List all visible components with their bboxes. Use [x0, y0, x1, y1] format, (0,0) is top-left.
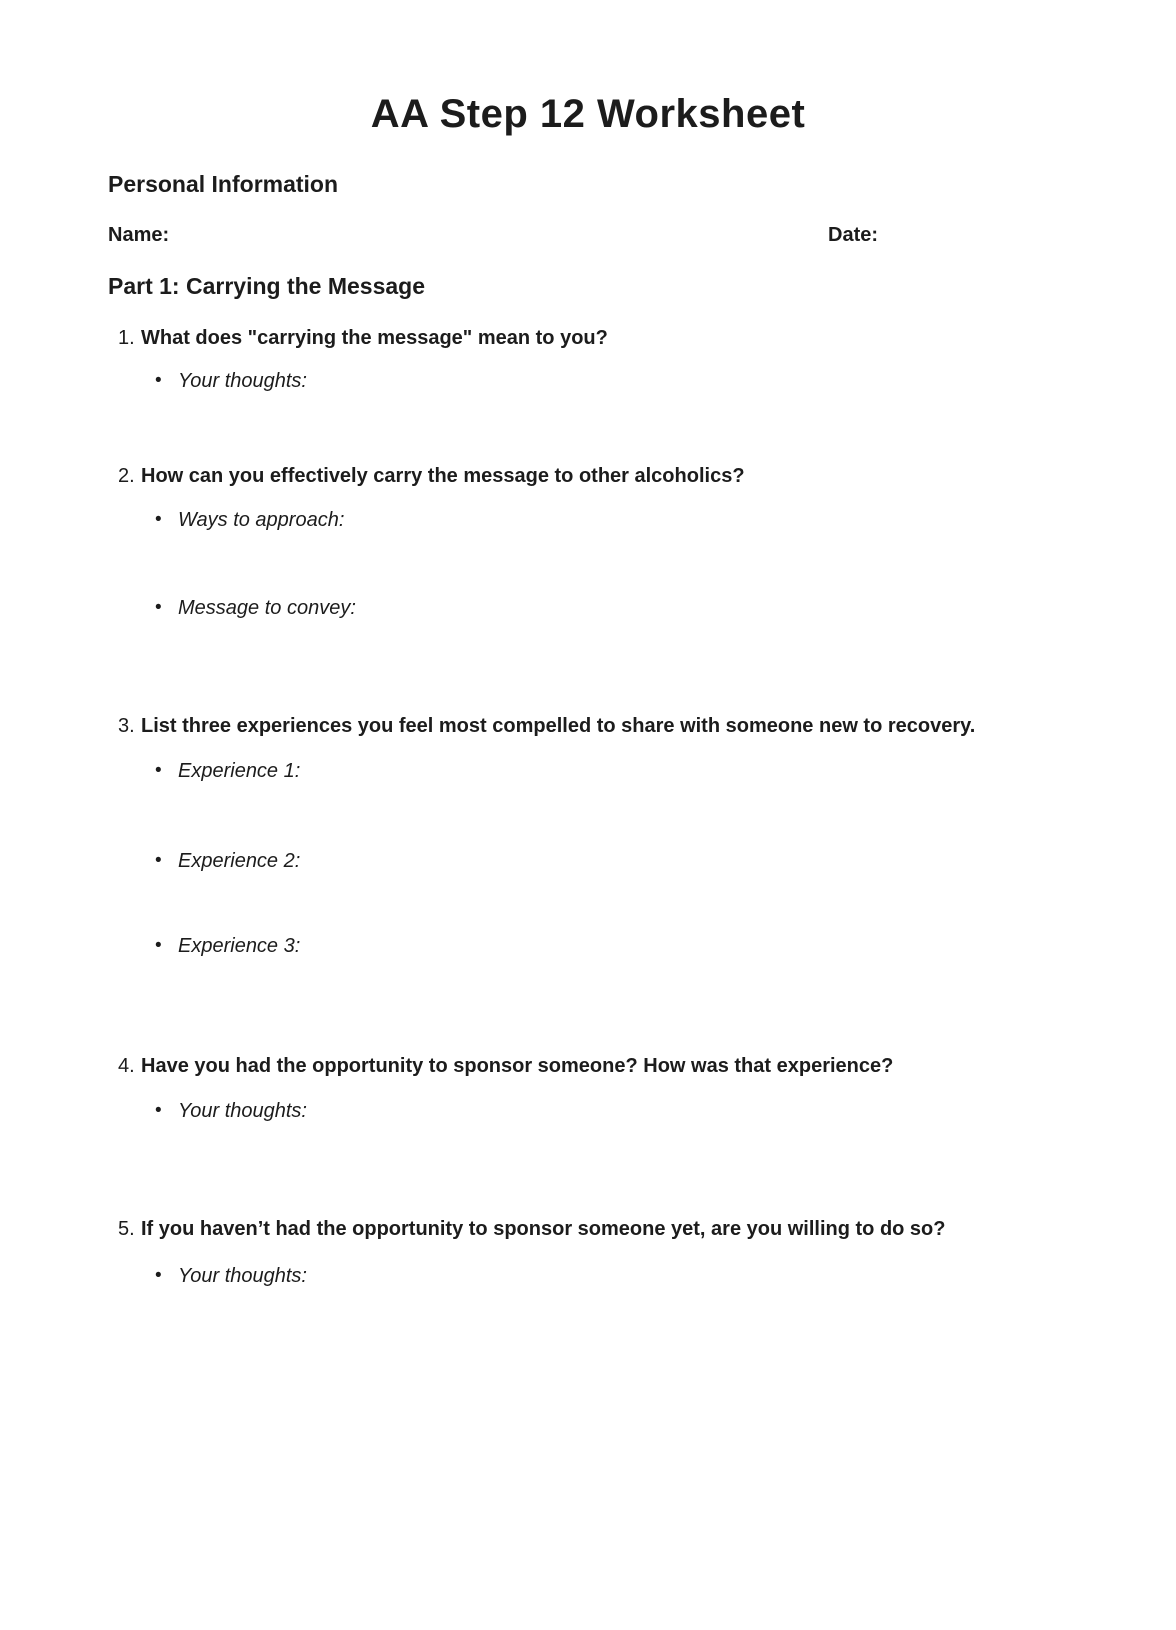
bullet-marker: •: [155, 509, 162, 530]
question-5-text: If you haven’t had the opportunity to sponsor someone yet, are you willing to do so?: [141, 1218, 946, 1240]
question-3-bullet-2: [108, 848, 1068, 874]
question-3-bullet-3: [108, 933, 1068, 959]
bullet-marker: •: [155, 850, 162, 871]
question-2-bullet-1-label: Ways to approach:: [178, 509, 345, 531]
question-5-bullet-1: [108, 1263, 1068, 1289]
question-1-number: 1.: [118, 327, 135, 349]
question-1-bullet-1: [108, 368, 1068, 394]
name-label: Name:: [108, 224, 170, 246]
question-3-bullet-1: [108, 758, 1068, 784]
question-2-bullet-1: [108, 507, 1068, 533]
question-2-number: 2.: [118, 465, 135, 487]
question-3-bullet-3-label: Experience 3:: [178, 935, 301, 957]
question-1-text: What does "carrying the message" mean to you?: [141, 327, 608, 349]
bullet-marker: •: [155, 1100, 162, 1121]
bullet-marker: •: [155, 1265, 162, 1286]
question-4-number: 4.: [118, 1055, 135, 1077]
page-title: AA Step 12 Worksheet: [370, 92, 806, 136]
personal-information-heading: Personal Information: [108, 171, 339, 197]
question-3-bullet-1-label: Experience 1:: [178, 760, 301, 782]
bullet-marker: •: [155, 370, 162, 391]
question-5-number: 5.: [118, 1218, 135, 1240]
question-4-bullet-1-label: Your thoughts:: [178, 1100, 307, 1122]
question-4-text: Have you had the opportunity to sponsor someone? How was that experience?: [141, 1055, 894, 1077]
question-3-number: 3.: [118, 715, 135, 737]
question-1: [108, 325, 1068, 351]
bullet-marker: •: [155, 935, 162, 956]
bullet-marker: •: [155, 597, 162, 618]
question-2-bullet-2-label: Message to convey:: [178, 597, 356, 619]
question-4: [108, 1053, 1068, 1079]
question-3-bullet-2-label: Experience 2:: [178, 850, 301, 872]
question-5-bullet-1-label: Your thoughts:: [178, 1265, 307, 1287]
name-date-row: [108, 223, 1068, 248]
question-5: [108, 1216, 1068, 1242]
question-2-text: How can you effectively carry the message to other alcoholics?: [141, 465, 745, 487]
date-label: Date:: [828, 224, 879, 246]
bullet-marker: •: [155, 760, 162, 781]
question-3-text: List three experiences you feel most compelled to share with someone new to recovery.: [141, 715, 976, 737]
question-1-bullet-1-label: Your thoughts:: [178, 370, 307, 392]
question-4-bullet-1: [108, 1098, 1068, 1124]
question-3: [108, 713, 1068, 739]
question-2-bullet-2: [108, 595, 1068, 621]
question-2: [108, 463, 1068, 489]
part1-heading: Part 1: Carrying the Message: [108, 273, 426, 299]
